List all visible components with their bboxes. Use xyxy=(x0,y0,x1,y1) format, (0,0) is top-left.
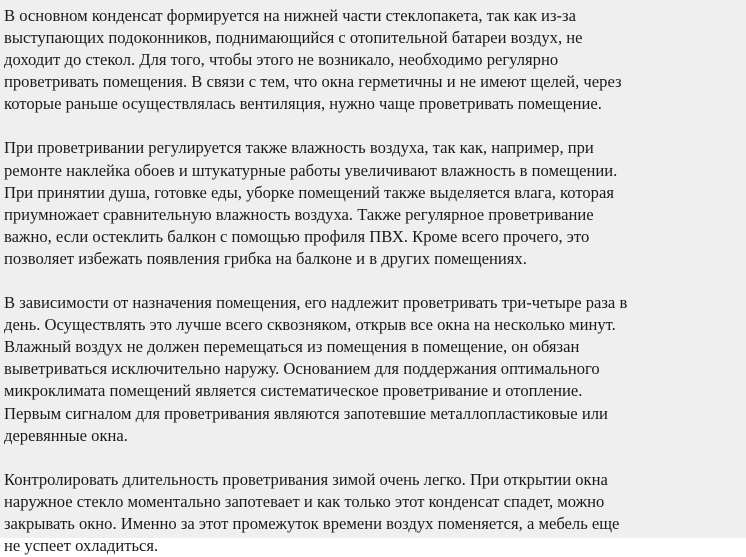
text-line: закрывать окно. Именно за этот промежуток времени воздух поменяется, а мебель еще xyxy=(4,513,620,533)
text-line: При принятии душа, готовке еды, уборке помещений также выделяется влага, которая xyxy=(4,182,614,202)
article-text xyxy=(4,5,742,557)
paragraph-4 xyxy=(4,469,742,557)
text-line: Влажный воздух не должен перемещаться из помещения в помещение, он обязан xyxy=(4,337,580,357)
text-line: доходит до стекол. Для того, чтобы этого не возникало, необходимо регулярно xyxy=(4,50,559,70)
text-line: выветриваться исключительно наружу. Основанием для поддержания оптимального xyxy=(4,359,600,379)
text-line: При проветривании регулируется также влажность воздуха, так как, например, при xyxy=(4,138,594,158)
text-line: ремонте наклейка обоев и штукатурные работы увеличивают влажность в помещении. xyxy=(4,160,618,180)
paragraph-2 xyxy=(4,137,742,270)
paragraph-1 xyxy=(4,5,742,115)
text-line: не успеет охладиться. xyxy=(4,535,159,555)
paragraph-3 xyxy=(4,292,742,447)
text-line: микроклимата помещений является систематическое проветривание и отопление. xyxy=(4,381,583,401)
text-line: деревянные окна. xyxy=(4,425,128,445)
text-line: Первым сигналом для проветривания являются запотевшие металлопластиковые или xyxy=(4,403,608,423)
text-line: наружное стекло моментально запотевает и как только этот конденсат спадет, можно xyxy=(4,491,605,511)
text-line: выступающих подоконников, поднимающийся с отопительной батареи воздух, не xyxy=(4,28,583,48)
text-line: важно, если остеклить балкон с помощью профиля ПВХ. Кроме всего прочего, это xyxy=(4,226,590,246)
text-line: Контролировать длительность проветривания зимой очень легко. При открытии окна xyxy=(4,469,608,489)
text-line: В зависимости от назначения помещения, его надлежит проветривать три-четыре раза в xyxy=(4,293,628,313)
text-line: приумножает сравнительную влажность воздуха. Также регулярное проветривание xyxy=(4,204,594,224)
text-line: проветривать помещения. В связи с тем, что окна герметичны и не имеют щелей, через xyxy=(4,72,622,92)
text-line: позволяет избежать появления грибка на балконе и в других помещениях. xyxy=(4,248,527,268)
text-line: В основном конденсат формируется на нижней части стеклопакета, так как из-за xyxy=(4,6,576,25)
text-line: которые раньше осуществлялась вентиляция, нужно чаще проветривать помещение. xyxy=(4,94,602,114)
text-line: день. Осуществлять это лучше всего сквозняком, открыв все окна на несколько минут. xyxy=(4,315,616,335)
